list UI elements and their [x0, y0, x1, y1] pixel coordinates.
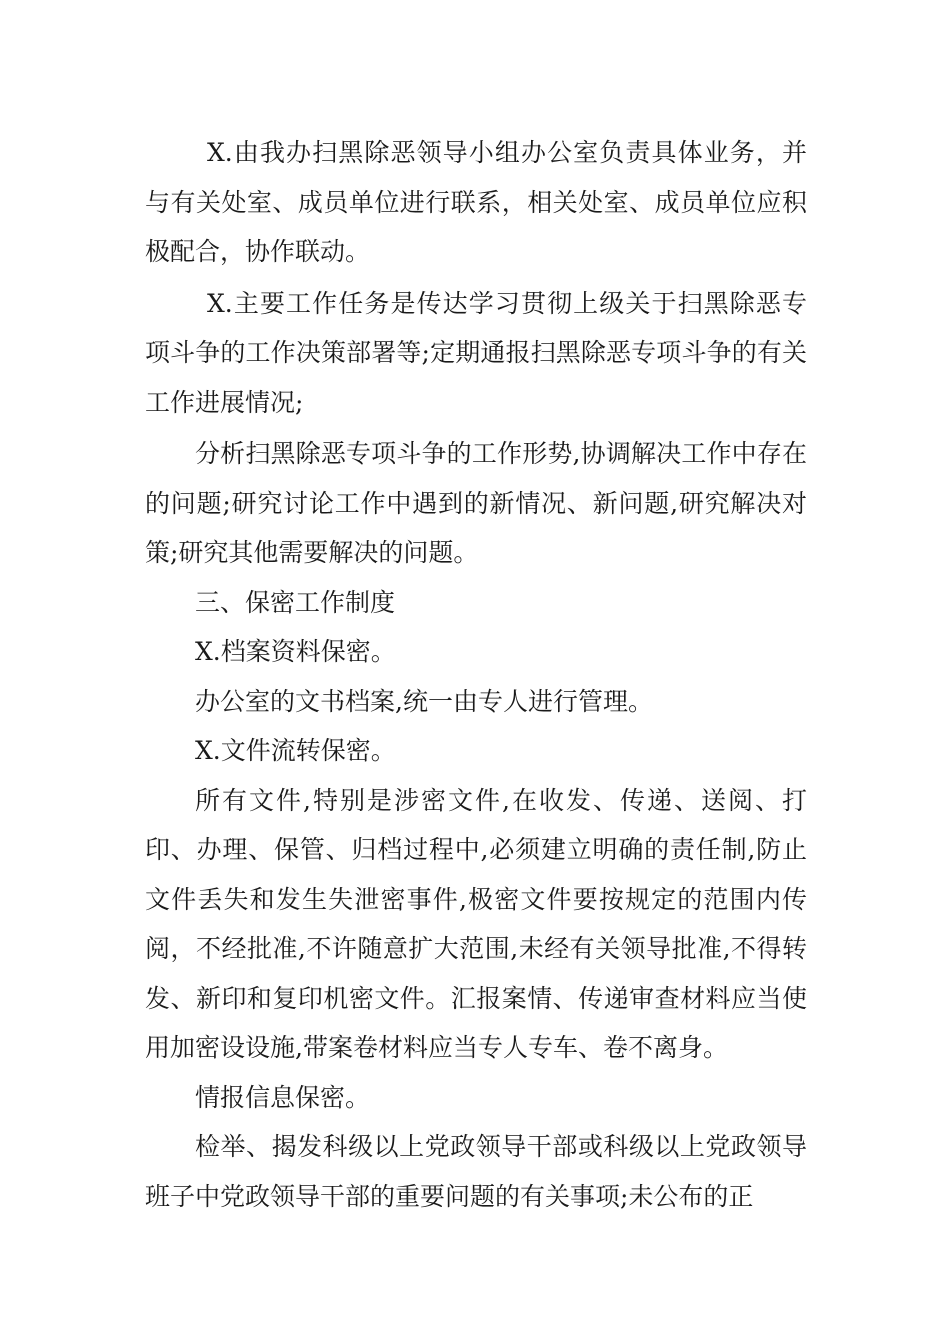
document-page	[145, 128, 807, 1221]
paragraph-intel: 检举、揭发科级以上党政领导干部或科级以上党政领导班子中党政领导干部的重要问题的有关事项;未公布的正	[145, 1132, 807, 1211]
paragraph-2: X.主要工作任务是传达学习贯彻上级关于扫黑除恶专项斗争的工作决策部署等;定期通报扫黑除恶专项斗争的有关工作进展情况;	[145, 288, 807, 417]
paragraph-3: 分析扫黑除恶专项斗争的工作形势,协调解决工作中存在的问题;研究讨论工作中遇到的新情况、新问题,研究解决对策;研究其他需要解决的问题。	[145, 439, 807, 567]
subheading-archive: X.档案资料保密。	[195, 637, 396, 666]
paragraph-1: X.由我办扫黑除恶领导小组办公室负责具体业务，并与有关处室、成员单位进行联系，相关处室、成员单位应积极配合，协作联动。	[145, 138, 807, 266]
subheading-intel: 情报信息保密。	[195, 1082, 371, 1112]
paragraph-file-transfer: 所有文件,特别是涉密文件,在收发、传递、送阅、打印、办理、保管、归档过程中,必须建立明确的责任制,防止文件丢失和发生失泄密事件,极密文件要按规定的范围内传阅，不经批准,不许随意扩大范围,未经有关领导批准,不得转发、新印和复印机密文件。汇报案情、传递审查材料应当使用加密设设施,带案卷材料应当专人专车、卷不离身。	[145, 785, 807, 1062]
paragraph-archive: 办公室的文书档案,统一由专人进行管理。	[195, 686, 653, 716]
subheading-file-transfer: X.文件流转保密。	[195, 736, 396, 765]
section-heading: 三、保密工作制度	[195, 587, 396, 617]
